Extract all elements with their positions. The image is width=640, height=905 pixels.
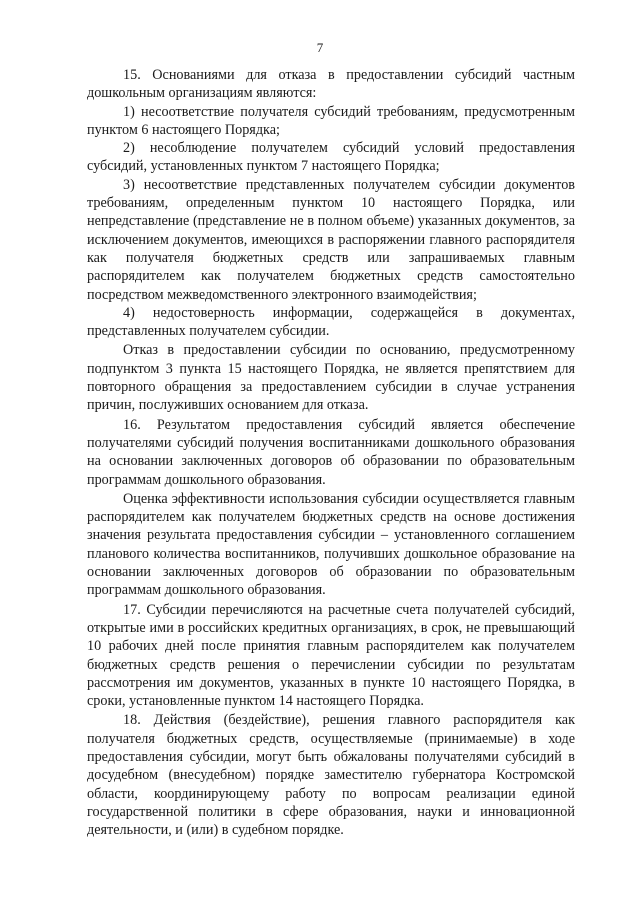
paragraph-17: 17. Субсидии перечисляются на расчетные счета получателей субсидий, открытые ими в российских кредитных организациях, в срок, не превышающий 10 рабочих дней после принятия главным распорядителем как получателем бюджетных средств решения о перечислении субсидии по результатам рассмотрения им документов, указанных в пункте 10 настоящего Порядка, в сроки, установленные пунктом 14 настоящего Порядка. xyxy=(87,601,575,710)
paragraph-15-item-4: 4) недостоверность информации, содержащейся в документах, представленных получателем субсидии. xyxy=(87,304,575,340)
document-body xyxy=(87,66,575,839)
paragraph-18: 18. Действия (бездействие), решения главного распорядителя как получателя бюджетных средств, осуществляемые (принимаемые) в ходе предоставления субсидии, могут быть обжалованы получателями субсидий в досудебном (внесудебном) порядке заместителю губернатора Костромской области, координирующему работу по вопросам реализации единой государственной политики в сфере образования, науки и инновационной деятельности, и (или) в судебном порядке. xyxy=(87,712,575,839)
paragraph-15-item-3: 3) несоответствие представленных получателем субсидии документов требованиям, определенным пунктом 10 настоящего Порядка, или непредставление (представление не в полном объеме) указанных документов, за исключением документов, имеющихся в распоряжении главного распорядителя как получателя бюджетных средств или запрашиваемых главным распорядителем как получателем бюджетных средств самостоятельно посредством межведомственного электронного взаимодействия; xyxy=(87,176,575,303)
paragraph-efficiency: Оценка эффективности использования субсидии осуществляется главным распорядителем как получателем бюджетных средств на основе достижения значения результата предоставления субсидии – установленного соглашением планового количества воспитанников, получивших дошкольное образование на основании заключенных договоров об образовании по образовательным программам дошкольного образования. xyxy=(87,490,575,599)
paragraph-refusal-note: Отказ в предоставлении субсидии по основанию, предусмотренному подпунктом 3 пункта 15 настоящего Порядка, не является препятствием для повторного обращения за предоставлением субсидии в случае устранения причин, послуживших основанием для отказа. xyxy=(87,342,575,414)
paragraph-15-item-2: 2) несоблюдение получателем субсидий условий предоставления субсидий, установленных пунктом 7 настоящего Порядка; xyxy=(87,140,575,175)
paragraph-16: 16. Результатом предоставления субсидий является обеспечение получателями субсидий получения воспитанниками дошкольного образования на основании заключенных договоров об образовании по образовательным программам дошкольного образования. xyxy=(87,416,575,488)
page-number: 7 xyxy=(316,40,324,55)
paragraph-15-item-1: 1) несоответствие получателя субсидий требованиям, предусмотренным пунктом 6 настоящего Порядка; xyxy=(87,103,575,138)
paragraph-15: 15. Основаниями для отказа в предоставлении субсидий частным дошкольным организациям являются: xyxy=(87,67,575,102)
